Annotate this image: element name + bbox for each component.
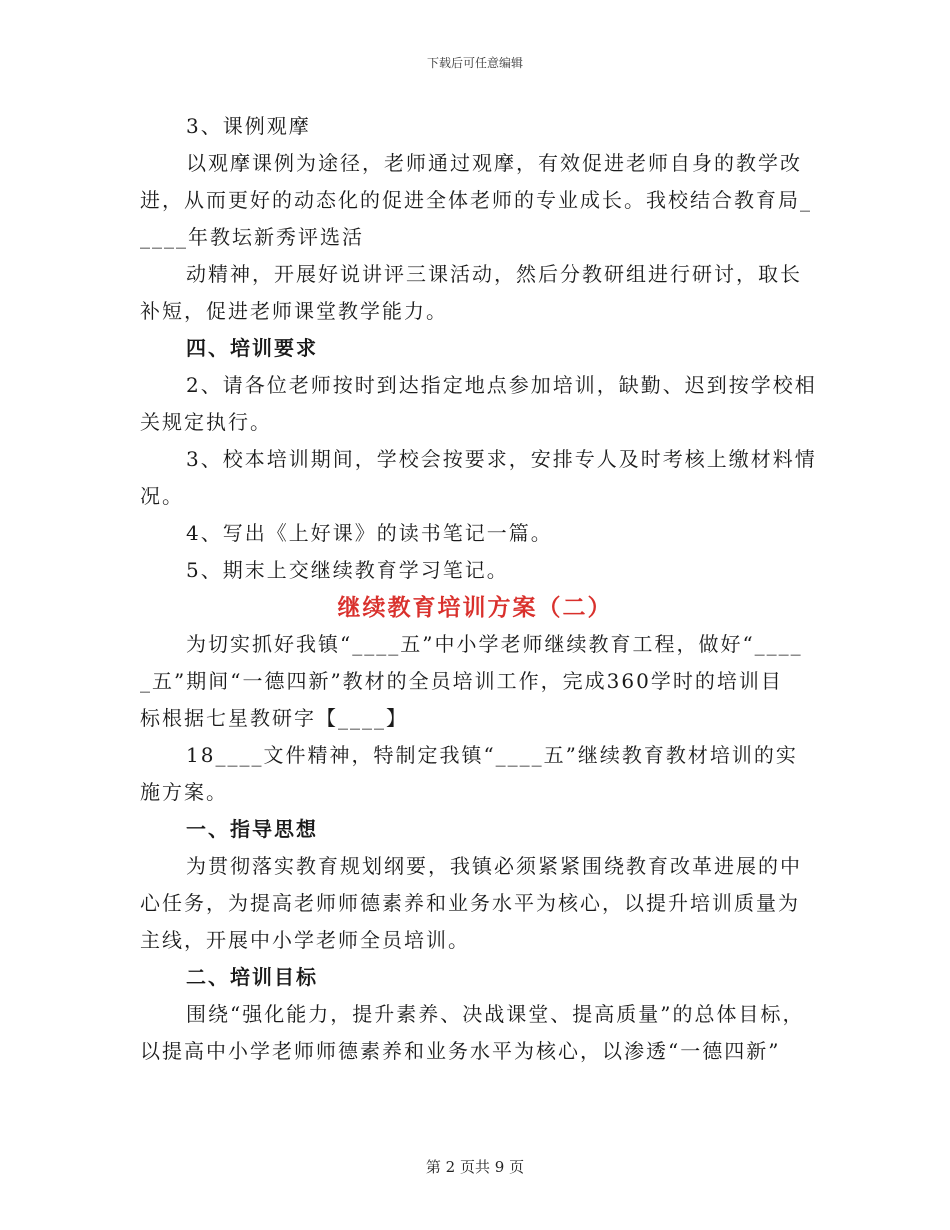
section-heading: 二、培训目标 [186,965,318,989]
paragraph-line: 况。 [140,484,184,508]
paragraph-line: 4、写出《上好课》的读书笔记一篇。 [186,521,553,545]
document-body [140,112,817,1074]
paragraph-line: 心任务，为提高老师师德素养和业务水平为核心，以提升培训质量为 [140,891,800,915]
paragraph-line: 主线，开展中小学老师全员培训。 [140,928,470,952]
paragraph-line: _五”期间“一德四新”教材的全员培训工作，完成360学时的培训目 [140,669,783,693]
paragraph-line: 标根据七星教研字【____】 [140,706,408,730]
paragraph-line: 2、请各位老师按时到达指定地点参加培训，缺勤、迟到按学校相 [186,373,817,397]
paragraph-line: 5、期末上交继续教育学习笔记。 [186,558,509,582]
paragraph-line: 关规定执行。 [140,410,272,434]
paragraph-line: 以观摩课例为途径，老师通过观摩，有效促进老师自身的教学改 [186,151,802,175]
paragraph-line: 进，从而更好的动态化的促进全体老师的专业成长。我校结合教育局_ [140,188,812,212]
page-footer: 第 2 页共 9 页 [425,1158,525,1176]
document-title: 继续教育培训方案（二） [337,594,613,621]
paragraph-line: 以提高中小学老师师德素养和业务水平为核心，以渗透“一德四新” [140,1039,781,1063]
paragraph-line: 为切实抓好我镇“____五”中小学老师继续教育工程，做好“____ [186,632,803,656]
paragraph-line: 动精神，开展好说讲评三课活动，然后分教研组进行研讨，取长 [186,262,802,286]
page-header: 下载后可任意编辑 [426,56,523,70]
paragraph-line: 补短，促进老师课堂教学能力。 [140,299,448,323]
paragraph-line: 为贯彻落实教育规划纲要，我镇必须紧紧围绕教育改革进展的中 [186,854,802,878]
section-heading: 一、指导思想 [186,817,318,841]
paragraph-line: 18____文件精神，特制定我镇“____五”继续教育教材培训的实 [186,743,798,767]
paragraph-line: 施方案。 [140,780,228,804]
paragraph-line: ____年教坛新秀评选活 [140,225,364,249]
paragraph-line: 3、校本培训期间，学校会按要求，安排专人及时考核上缴材料情 [186,447,817,471]
paragraph-line: 围绕“强化能力，提升素养、决战课堂、提高质量”的总体目标， [186,1002,805,1026]
section-heading: 四、培训要求 [186,336,318,360]
subsection-heading: 3、课例观摩 [186,114,311,138]
